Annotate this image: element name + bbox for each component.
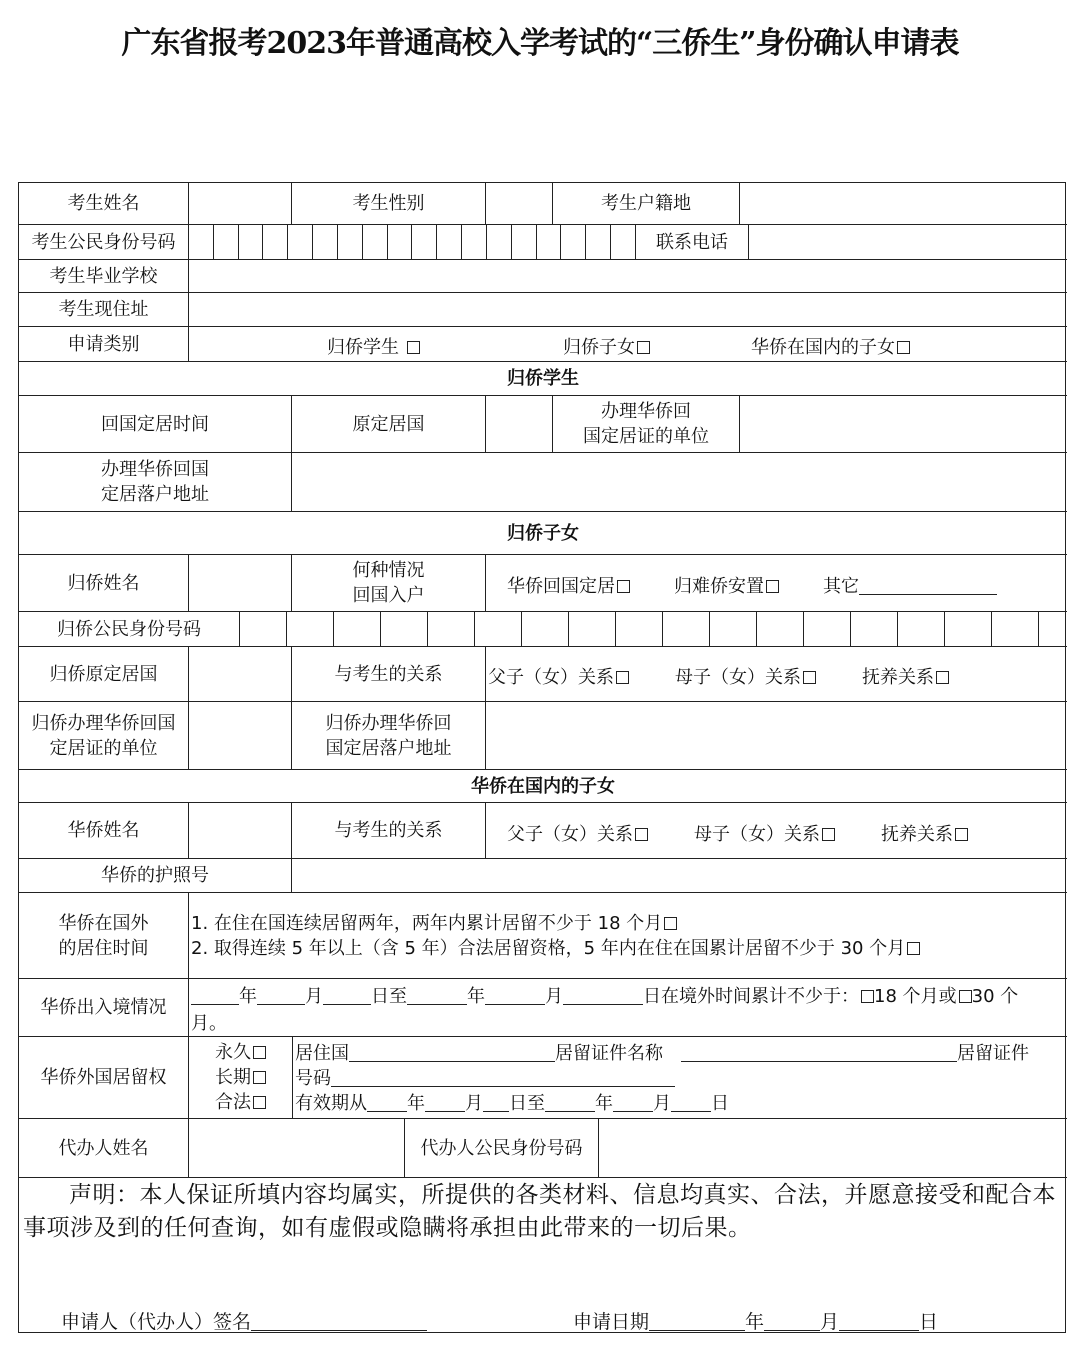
checkbox-icon[interactable] [253,1046,266,1059]
input-name[interactable] [189,183,292,225]
option-foster[interactable]: 抚养关系 [881,820,968,846]
input-returnee-name[interactable] [189,555,292,612]
option-father[interactable]: 父子（女）关系 [507,820,648,846]
option-mother[interactable]: 母子（女）关系 [675,663,816,689]
checkbox-icon[interactable] [803,671,816,684]
label-overseas-name: 华侨姓名 [19,803,189,859]
input-gender[interactable] [486,183,553,225]
residence-type-options [189,1037,293,1119]
residence-line-2[interactable]: 号码 [295,1066,675,1091]
option-long-term[interactable]: 长期 [215,1065,266,1090]
input-agent-name[interactable] [189,1119,405,1178]
section-header-overseas-child: 华侨在国内的子女 [19,770,1067,803]
form-title: 广东省报考2023年普通高校入学考试的“三侨生”身份确认申请表 [121,26,959,61]
label-relation: 与考生的关系 [292,647,486,702]
label-school: 考生毕业学校 [19,260,189,293]
label-residence: 华侨外国居留权 [19,1037,189,1119]
other-blank[interactable] [859,576,997,595]
label-hukou-address: 办理华侨回国 定居落户地址 [19,453,292,512]
input-hukou-address[interactable] [292,453,1067,512]
label-id-no: 考生公民身份号码 [19,225,189,260]
section-header-returned-student: 归侨学生 [19,362,1067,396]
checkbox-icon[interactable] [766,580,779,593]
checkbox-icon[interactable] [616,671,629,684]
option-foster[interactable]: 抚养关系 [862,663,949,689]
option-father[interactable]: 父子（女）关系 [488,663,629,689]
checkbox-icon[interactable] [637,341,650,354]
checkbox-icon[interactable] [959,990,972,1003]
entry-exit-line-2: 月。 [191,1013,227,1034]
residence-line-3[interactable]: 有效期从 年 月 日至 年 月 日 [295,1093,729,1114]
id-digit-boxes[interactable] [189,225,636,260]
option-other[interactable]: 其它 [823,572,997,598]
label-hukou: 考生户籍地 [553,183,740,225]
label-agent-id: 代办人公民身份号码 [405,1119,599,1178]
input-orig-country[interactable] [486,396,553,453]
option-legal[interactable]: 合法 [215,1090,266,1115]
condition-1[interactable]: 1. 在住在国连续居留两年，两年内累计居留不少于 18 个月 [191,911,677,936]
checkbox-icon[interactable] [955,828,968,841]
checkbox-icon[interactable] [664,917,677,930]
checkbox-icon[interactable] [936,671,949,684]
label-returnee-id: 归侨公民身份号码 [19,612,240,647]
label-entry-exit: 华侨出入境情况 [19,979,189,1037]
returnee-id-digit-boxes[interactable] [240,612,1067,647]
checkbox-icon[interactable] [617,580,630,593]
label-returnee-cert-unit: 归侨办理华侨回国 定居证的单位 [19,702,189,770]
input-phone[interactable] [749,225,1067,260]
input-overseas-name[interactable] [189,803,292,859]
option-returned-student[interactable]: 归侨学生 [327,333,420,359]
condition-2[interactable]: 2. 取得连续 5 年以上（含 5 年）合法居留资格，5 年内在住在国累计居留不少于 30 个月 [191,936,920,961]
entry-exit-line-1[interactable]: 年 月 日至 年 月 日在境外时间累计不少于： 18 个月或 30 个 [191,985,1018,1009]
checkbox-icon[interactable] [253,1071,266,1084]
input-school[interactable] [189,260,1067,293]
abroad-conditions [189,893,1067,979]
label-returnee-name: 归侨姓名 [19,555,189,612]
input-passport[interactable] [292,859,1067,893]
label-returnee-hukou: 归侨办理华侨回 国定居落户地址 [292,702,486,770]
label-apply-type: 申请类别 [19,327,189,362]
label-cert-unit: 办理华侨回 国定居证的单位 [553,396,740,453]
input-address[interactable] [189,293,1067,327]
checkbox-icon[interactable] [861,990,874,1003]
application-date[interactable]: 申请日期 年 月 日 [573,1311,939,1333]
label-passport: 华侨的护照号 [19,859,292,893]
application-form [18,182,1066,1333]
label-return-time: 回国定居时间 [19,396,292,453]
label-gender: 考生性别 [292,183,486,225]
declaration-text: 声明：本人保证所填内容均属实，所提供的各类材料、信息均真实、合法，并愿意接受和配合本事项涉及到的任何查询，如有虚假或隐瞒将承担由此带来的一切后果。 [23,1182,1056,1241]
label-how-return: 何种情况 回国入户 [292,555,486,612]
label-overseas-relation: 与考生的关系 [292,803,486,859]
label-name: 考生姓名 [19,183,189,225]
input-returnee-cert-unit[interactable] [189,702,292,770]
label-returnee-orig-country: 归侨原定居国 [19,647,189,702]
applicant-signature[interactable]: 申请人（代办人）签名 [61,1307,427,1334]
option-permanent[interactable]: 永久 [215,1040,266,1065]
input-agent-id[interactable] [599,1119,1067,1178]
checkbox-icon[interactable] [407,341,420,354]
checkbox-icon[interactable] [897,341,910,354]
label-agent-name: 代办人姓名 [19,1119,189,1178]
checkbox-icon[interactable] [635,828,648,841]
option-returned-child[interactable]: 归侨子女 [563,333,650,359]
label-address: 考生现住址 [19,293,189,327]
option-refugee[interactable]: 归难侨安置 [674,572,779,598]
input-cert-unit[interactable] [740,396,1067,453]
section-header-returned-child: 归侨子女 [19,512,1067,555]
option-overseas-child[interactable]: 华侨在国内的子女 [751,333,910,359]
checkbox-icon[interactable] [822,828,835,841]
residence-line-1[interactable]: 居住国 居留证件名称 居留证件 [295,1043,1029,1064]
label-orig-country: 原定居国 [292,396,486,453]
option-resettle[interactable]: 华侨回国定居 [507,572,630,598]
checkbox-icon[interactable] [907,942,920,955]
input-returnee-orig-country[interactable] [189,647,292,702]
input-returnee-hukou[interactable] [486,702,1067,770]
option-mother[interactable]: 母子（女）关系 [694,820,835,846]
label-phone: 联系电话 [636,225,749,260]
input-hukou[interactable] [740,183,1067,225]
checkbox-icon[interactable] [253,1096,266,1109]
label-abroad-time: 华侨在国外 的居住时间 [19,893,189,979]
